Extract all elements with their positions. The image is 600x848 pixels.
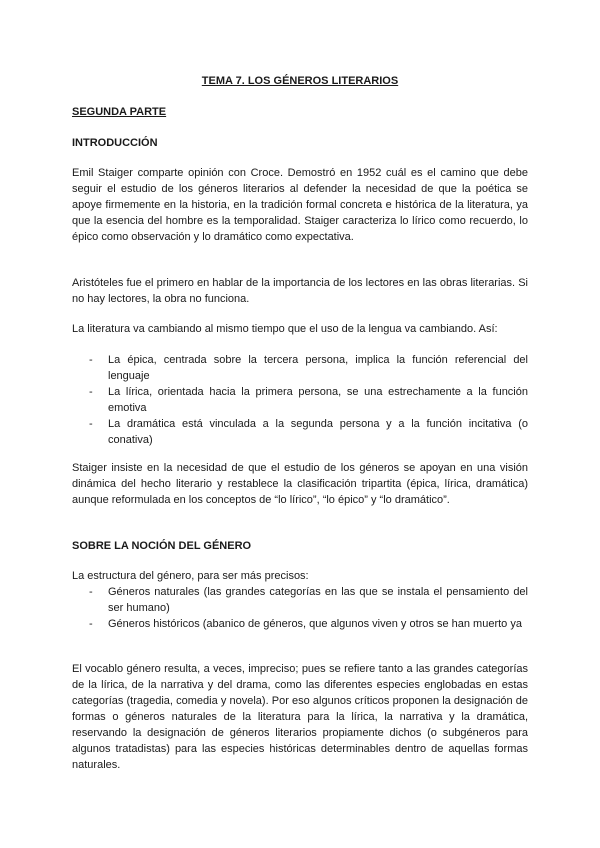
list-item: - La lírica, orientada hacia la primera persona, se una estrechamente a la función emotiva — [72, 384, 528, 416]
genres-list — [72, 584, 528, 632]
part-heading: SEGUNDA PARTE — [72, 106, 167, 118]
section-heading-genero: SOBRE LA NOCIÓN DEL GÉNERO — [72, 540, 252, 552]
list-item: - Géneros naturales (las grandes categorías en las que se instala el pensamiento del ser humano) — [72, 584, 528, 616]
document-title: TEMA 7. LOS GÉNEROS LITERARIOS — [201, 75, 399, 87]
paragraph-vocablo-genero: El vocablo género resulta, a veces, impreciso; pues se refiere tanto a las grandes categorías de la lírica, de la narrativa y del drama, como las diferentes especies englobadas en estas categorías (tragedia, comedia y novela). Por eso algunos críticos proponen la designación de formas o géneros naturales de la literatura para la lírica, la narrativa y la dramática, reservando la designación de géneros literarios propiamente dichos (o subgéneros para algunos tratadistas) para las especies históricas determinables dentro de aquellas formas naturales. — [72, 663, 528, 771]
intro-heading: INTRODUCCIÓN — [72, 137, 158, 149]
paragraph-literatura-lengua: La literatura va cambiando al mismo tiempo que el uso de la lengua va cambiando. Así: — [72, 323, 498, 335]
paragraph-aristoteles: Aristóteles fue el primero en hablar de la importancia de los lectores en las obras literarias. Si no hay lectores, la obra no funciona. — [72, 277, 528, 305]
list-item: - La épica, centrada sobre la tercera persona, implica la función referencial del lenguaje — [72, 352, 528, 384]
functions-list — [72, 352, 528, 448]
list-item: - Géneros históricos (abanico de géneros, que algunos viven y otros se han muerto ya — [72, 616, 528, 632]
paragraph-estructura: La estructura del género, para ser más precisos: — [72, 570, 309, 582]
list-item: - La dramática está vinculada a la segunda persona y a la función incitativa (o conativa) — [72, 416, 528, 448]
paragraph-staiger-tripartita: Staiger insiste en la necesidad de que el estudio de los géneros se apoyan en una visión dinámica del hecho literario y restablece la clasificación tripartita (épica, lírica, dramática) aunque reformulada en los conceptos de “lo lírico”, “lo épico” y “lo dramático”. — [72, 462, 528, 506]
paragraph-staiger-croce: Emil Staiger comparte opinión con Croce. Demostró en 1952 cuál es el camino que debe seguir el estudio de los géneros literarios al defender la necesidad de que la poética se apoye firmemente en la historia, en la tradición formal concreta e histórica de la literatura, ya que la esencia del hombre es la temporalidad. Staiger caracteriza lo lírico como recuerdo, lo épico como observación y lo dramático como expectativa. — [72, 167, 528, 243]
